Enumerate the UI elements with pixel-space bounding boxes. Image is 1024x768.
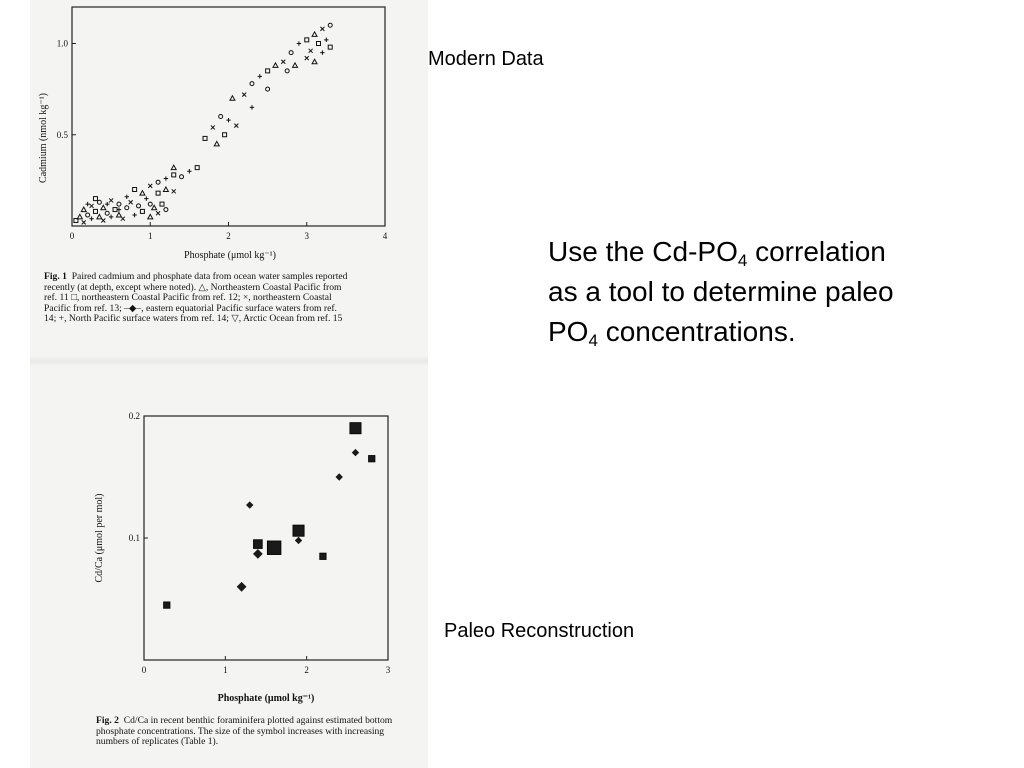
fig2-square-point xyxy=(320,553,326,559)
fig1-data-point xyxy=(121,217,125,221)
fig2-square-point xyxy=(293,525,304,536)
fig1-data-point xyxy=(250,105,254,109)
fig1-data-point xyxy=(105,211,109,215)
fig2-square-point xyxy=(267,541,281,555)
fig1-data-point xyxy=(230,96,235,101)
fig1-data-point xyxy=(148,214,153,219)
fig1-chart xyxy=(30,0,430,268)
fig1-data-point xyxy=(281,60,285,64)
fig2-diamond-point xyxy=(246,501,253,508)
fig2-square-point xyxy=(350,423,361,434)
fig1-y-tick-label: 0.5 xyxy=(56,129,68,140)
fig1-data-point xyxy=(125,206,129,210)
fig1-data-point xyxy=(164,208,168,212)
fig2-square-point xyxy=(164,602,170,608)
fig1-data-point xyxy=(328,45,332,49)
fig2-square-point xyxy=(253,540,262,549)
fig1-data-point xyxy=(101,205,106,210)
fig1-data-point xyxy=(140,209,144,213)
fig1-data-point xyxy=(101,219,105,223)
fig1-data-point xyxy=(226,118,230,122)
fig1-data-point xyxy=(85,202,89,206)
fig1-data-point xyxy=(113,208,117,212)
fig2-x-axis-label: Phosphate (μmol kg⁻¹) xyxy=(217,693,315,704)
fig1-data-point xyxy=(116,213,121,218)
fig1-data-point xyxy=(297,41,301,45)
fig1-x-tick-label: 3 xyxy=(304,231,309,241)
fig1-data-point xyxy=(234,124,238,128)
fig1-data-point xyxy=(137,204,141,208)
fig1-data-point xyxy=(93,209,97,213)
fig2-diamond-point xyxy=(253,549,263,559)
fig2-x-tick-label: 1 xyxy=(223,665,228,675)
fig1-data-point xyxy=(293,63,298,68)
fig2-caption-text: Cd/Ca in recent benthic foraminifera plotted against estimated bottom phosphate concentrations. The size of the symbol increases with increasing numbers of replicates (Table 1). xyxy=(96,715,393,748)
fig1-data-point xyxy=(266,69,270,73)
fig1-data-point xyxy=(109,215,113,219)
main-line1-a: Use the Cd-PO xyxy=(548,236,738,267)
fig1-data-point xyxy=(211,125,215,129)
fig1-data-point xyxy=(86,213,90,217)
fig1-data-point xyxy=(93,197,97,201)
fig1-data-point xyxy=(97,214,102,219)
fig1-data-point xyxy=(117,202,121,206)
fig2-square-point xyxy=(369,456,375,462)
fig2-y-axis-label: Cd/Ca (μmol per mol) xyxy=(94,493,105,583)
fig1-data-point xyxy=(312,32,317,37)
fig1-data-point xyxy=(223,133,227,137)
fig1-x-tick-label: 2 xyxy=(226,231,231,241)
fig1-caption-label: Fig. 1 xyxy=(44,271,67,282)
main-line3-a: PO xyxy=(548,316,589,347)
fig1-x-tick-label: 1 xyxy=(148,231,153,241)
fig1-data-point xyxy=(132,213,136,217)
fig1-data-point xyxy=(148,184,152,188)
main-statement xyxy=(548,232,988,352)
fig1-data-point xyxy=(82,220,86,224)
fig1-data-point xyxy=(164,176,168,180)
fig1-x-axis-label: Phosphate (μmol kg⁻¹) xyxy=(184,250,276,261)
fig1-data-point xyxy=(285,69,289,73)
fig1-data-point xyxy=(105,202,109,206)
fig1-x-tick-label: 4 xyxy=(382,231,388,241)
fig1-data-point xyxy=(320,27,324,31)
fig1-data-point xyxy=(109,198,113,202)
main-line2: as a tool to determine paleo xyxy=(548,276,894,307)
fig1-data-point xyxy=(97,200,101,204)
fig1-data-point xyxy=(163,187,168,192)
fig2-x-tick-label: 2 xyxy=(304,665,309,675)
fig1-data-point xyxy=(250,82,254,86)
fig1-data-point xyxy=(309,49,313,53)
fig2-diamond-point xyxy=(237,582,247,592)
fig1-data-point xyxy=(214,141,219,146)
fig1-data-point xyxy=(156,211,160,215)
fig2-diamond-point xyxy=(352,449,359,456)
fig1-data-point xyxy=(125,195,129,199)
fig1-data-point xyxy=(90,204,94,208)
fig1-data-point xyxy=(89,217,93,221)
fig1-data-point xyxy=(144,196,148,200)
fig1-data-point xyxy=(140,191,145,196)
fig2-y-tick-label: 0.2 xyxy=(128,411,140,421)
fig1-data-point xyxy=(242,93,246,97)
fig2-chart xyxy=(72,396,402,714)
modern-data-label: Modern Data xyxy=(428,48,544,70)
fig1-data-point xyxy=(219,115,223,119)
fig2-y-tick-label: 0.1 xyxy=(128,533,140,543)
fig2-x-tick-label: 0 xyxy=(141,665,147,675)
fig1-data-point xyxy=(324,38,328,42)
fig2-caption xyxy=(96,716,398,748)
fig1-data-point xyxy=(172,173,176,177)
main-line3-sub: 4 xyxy=(588,331,598,350)
fig1-data-point xyxy=(160,202,164,206)
fig1-data-point xyxy=(77,214,82,219)
fig1-data-point xyxy=(81,207,86,212)
fig1-data-point xyxy=(312,59,317,64)
main-line3-b: concentrations. xyxy=(597,316,796,347)
fig1-data-point xyxy=(180,175,184,179)
fig1-data-point xyxy=(316,42,320,46)
fig1-y-tick-label: 1.0 xyxy=(56,38,68,49)
scan-page-divider xyxy=(30,356,428,366)
fig1-data-point xyxy=(305,38,309,42)
fig1-data-point xyxy=(258,74,262,78)
fig2-x-tick-label: 3 xyxy=(385,665,391,675)
fig1-data-point xyxy=(320,50,324,54)
fig1-data-point xyxy=(195,166,199,170)
fig1-data-point xyxy=(156,191,160,195)
fig2-caption-label: Fig. 2 xyxy=(96,715,119,726)
fig1-data-point xyxy=(152,205,157,210)
fig1-data-point xyxy=(156,180,160,184)
fig2-plot-frame xyxy=(144,416,388,660)
fig1-data-point xyxy=(148,202,152,206)
fig1-y-axis-label: Cadmium (nmol kg⁻¹) xyxy=(38,93,49,183)
fig1-x-tick-label: 0 xyxy=(69,231,75,241)
fig2-diamond-point xyxy=(295,537,302,544)
fig1-data-point xyxy=(187,169,191,173)
fig1-data-point xyxy=(266,87,270,91)
fig1-caption-text: Paired cadmium and phosphate data from ocean water samples reported recently (at depth, except where noted). △, Northeastern Coastal Pacific from ref. 11 □, northeastern Coastal Pacific from ref. 12; ×, northeastern Coastal Pacific from ref. 13; –◆–, eastern equatorial Pacific surface waters from ref. 14; +, North Pacific surface waters from ref. 14; ▽, Arctic Ocean from ref. 15 xyxy=(44,271,348,325)
main-line1-b: correlation xyxy=(747,236,886,267)
paleo-reconstruction-label: Paleo Reconstruction xyxy=(444,620,635,642)
fig1-data-point xyxy=(328,23,332,27)
fig1-data-point xyxy=(172,189,176,193)
fig2-diamond-point xyxy=(336,473,343,480)
fig1-data-point xyxy=(171,165,176,170)
fig1-data-point xyxy=(305,56,309,60)
main-line1-sub: 4 xyxy=(737,251,748,270)
fig1-data-point xyxy=(129,200,133,204)
fig1-data-point xyxy=(203,136,207,140)
fig1-caption xyxy=(44,272,350,325)
fig1-plot-frame xyxy=(72,7,385,226)
fig1-data-point xyxy=(289,51,293,55)
fig1-data-point xyxy=(273,63,278,68)
fig1-data-point xyxy=(133,188,137,192)
